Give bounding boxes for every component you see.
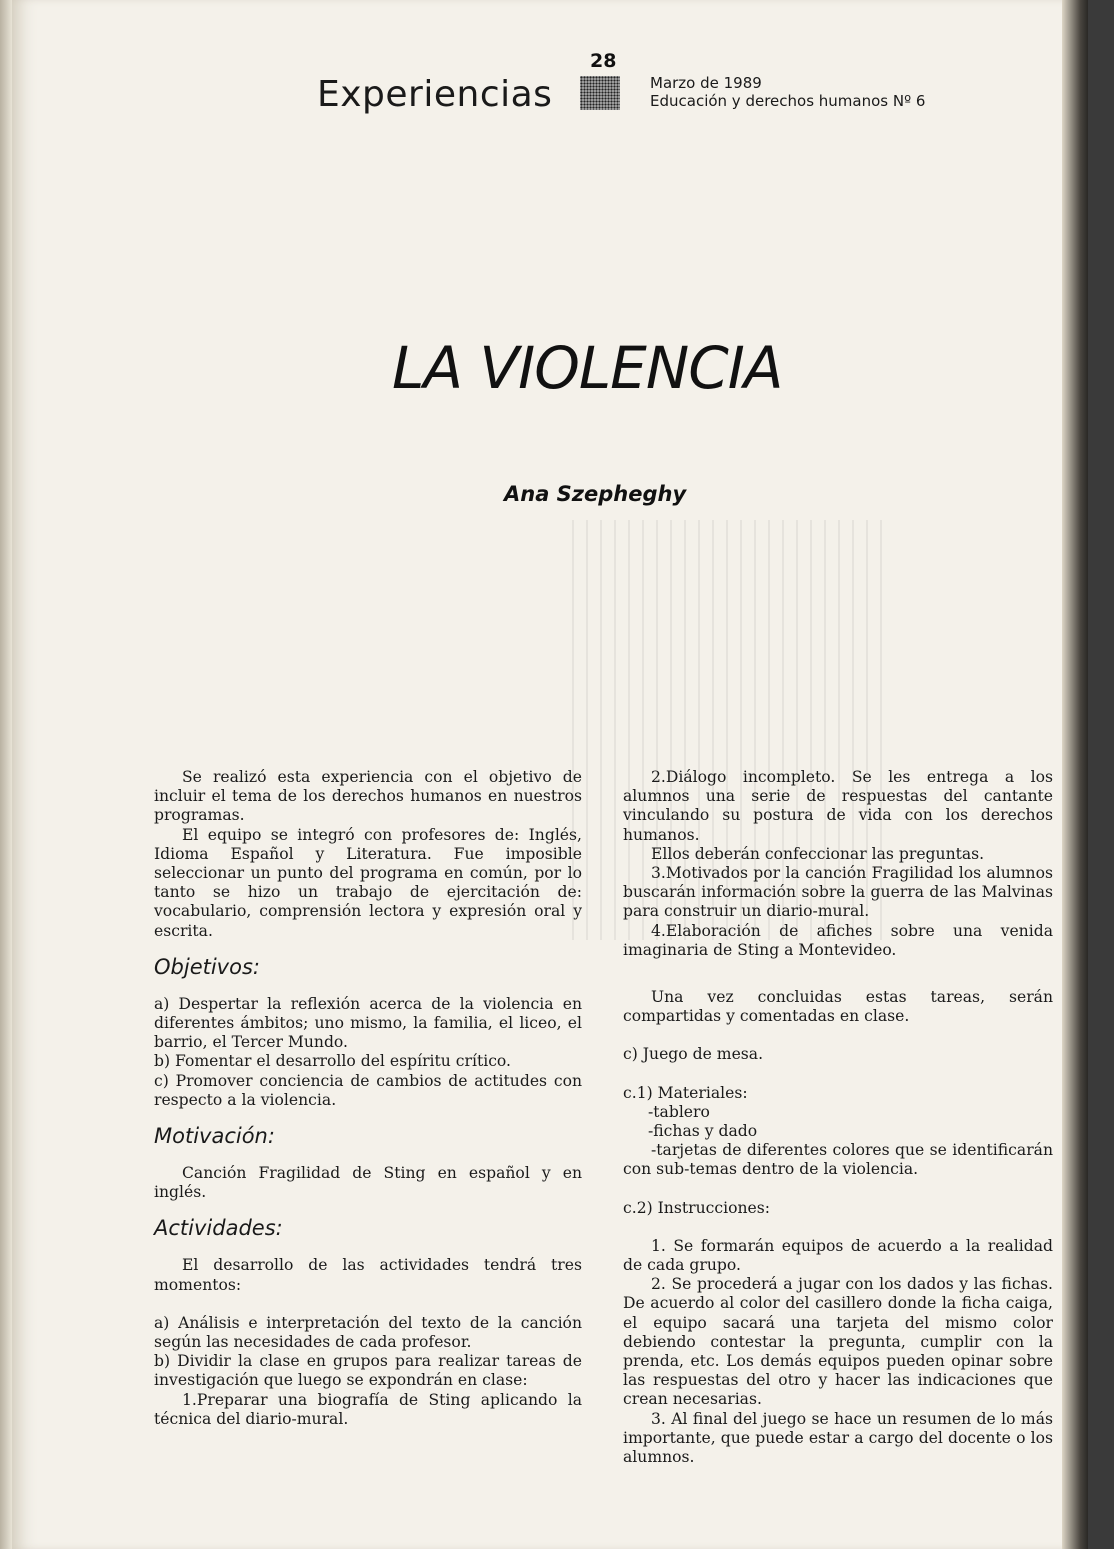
- materials-item: -tarjetas de diferentes colores que se identificarán con sub-temas dentro de la violencia.: [623, 1141, 1053, 1179]
- list-item: b) Dividir la clase en grupos para realizar tareas de investigación que luego se expondrán en clase:: [154, 1352, 582, 1390]
- running-header: [312, 44, 972, 114]
- juego-label: c) Juego de mesa.: [623, 1045, 764, 1064]
- conclusion-paragraph: Una vez concluidas estas tareas, serán compartidas y comentadas en clase.: [623, 988, 1053, 1026]
- task-item: Ellos deberán confeccionar las preguntas.: [651, 844, 985, 863]
- task-item: 4.Elaboración de afiches sobre una venida imaginaria de Sting a Montevideo.: [623, 921, 1053, 959]
- page-edge-left: [0, 0, 12, 1549]
- objetivos-heading: Objetivos:: [154, 954, 260, 979]
- publication-name: Educación y derechos humanos Nº 6: [650, 92, 926, 110]
- article-author: Ana Szepheghy: [504, 482, 687, 506]
- intro-paragraph: Se realizó esta experiencia con el objetivo de incluir el tema de los derechos humanos en nuestros programas.: [154, 768, 582, 825]
- task-item: 3.Motivados por la canción Fragilidad los alumnos buscarán información sobre la guerra de las Malvinas para construir un diario-mural.: [623, 864, 1053, 921]
- motivacion-paragraph: Canción Fragilidad de Sting en español y en inglés.: [154, 1164, 582, 1202]
- materials-item: -fichas y dado: [648, 1122, 758, 1141]
- materials-item: -tablero: [648, 1102, 710, 1121]
- actividades-intro: El desarrollo de las actividades tendrá tres momentos:: [154, 1256, 582, 1294]
- list-item: a) Análisis e interpretación del texto de la canción según las necesidades de cada profesor.: [154, 1313, 582, 1352]
- list-item: c) Promover conciencia de cambios de actitudes con respecto a la violencia.: [154, 1071, 582, 1109]
- motivacion-heading: Motivación:: [154, 1124, 275, 1149]
- halftone-marker: [580, 76, 620, 110]
- left-column: [154, 768, 582, 1429]
- document-page: [12, 0, 1088, 1549]
- list-item: 1.Preparar una biografía de Sting aplicando la técnica del diario-mural.: [154, 1390, 582, 1428]
- list-item: b) Fomentar el desarrollo del espíritu crítico.: [154, 1052, 512, 1071]
- article-title: LA VIOLENCIA: [392, 334, 783, 402]
- task-item: 2.Diálogo incompleto. Se les entrega a los alumnos una serie de respuestas del cantante vinculando su postura de vida con los derechos humanos.: [623, 768, 1053, 844]
- issue-info: [650, 74, 925, 110]
- instruction-item: 3. Al final del juego se hace un resumen de lo más importante, que puede estar a cargo del docente o los alumnos.: [623, 1409, 1053, 1467]
- page-number: 28: [590, 50, 617, 72]
- actividades-heading: Actividades:: [154, 1216, 283, 1241]
- list-item: a) Despertar la reflexión acerca de la violencia en diferentes ámbitos; uno mismo, la familia, el liceo, el barrio, el Tercer Mundo.: [154, 994, 582, 1052]
- materiales-heading: c.1) Materiales:: [623, 1083, 748, 1102]
- intro-paragraph: El equipo se integró con profesores de: Inglés, Idioma Español y Literatura. Fue imposible seleccionar un punto del programa en común, por lo tanto se hizo un trabajo de ejercitación de: vocabulario, comprensión lectora y expresión oral y escrita.: [154, 825, 582, 940]
- instruction-item: 1. Se formarán equipos de acuerdo a la realidad de cada grupo.: [623, 1236, 1053, 1275]
- right-column: [623, 768, 1053, 1467]
- issue-date: Marzo de 1989: [650, 74, 762, 92]
- instrucciones-heading: c.2) Instrucciones:: [623, 1198, 770, 1217]
- page-edge-right: [1062, 0, 1088, 1549]
- section-label: Experiencias: [317, 74, 553, 115]
- instruction-item: 2. Se procederá a jugar con los dados y las fichas. De acuerdo al color del casillero donde la ficha caiga, el equipo sacará una tarjeta del mismo color debiendo contestar la pregunta, cumplir con la prenda, etc. Los demás equipos pueden opinar sobre las respuestas del otro y hacer las indicaciones que crean necesarias.: [623, 1275, 1053, 1409]
